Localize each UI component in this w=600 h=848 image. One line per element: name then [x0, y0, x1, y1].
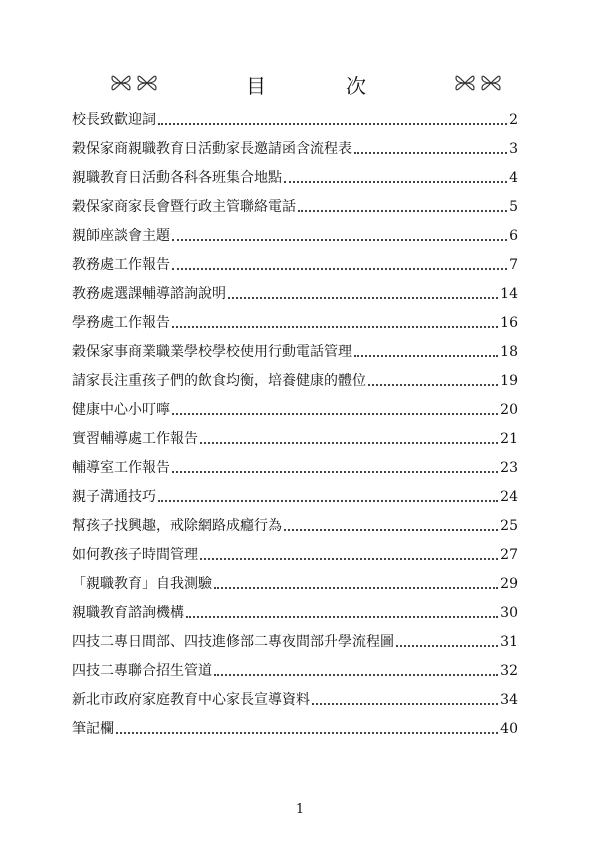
toc-entry[interactable]: [72, 477, 518, 506]
toc-entry[interactable]: [72, 303, 518, 332]
page-title: 目 次: [246, 74, 396, 98]
toc-header: [110, 68, 502, 100]
dot-leader: [186, 616, 498, 618]
toc-entry[interactable]: [72, 216, 518, 245]
toc-entry-label: 親職教育日活動各科各班集合地點: [72, 170, 282, 186]
toc-entry-label: 「親職教育」自我測驗: [72, 576, 212, 592]
toc-entry-page: 7: [509, 257, 518, 273]
toc-entry-label: 新北市政府家庭教育中心家長宣導資料: [72, 692, 310, 708]
toc-entry-page: 6: [509, 228, 518, 244]
toc-entry-label: 親子溝通技巧: [72, 489, 156, 505]
toc-entry[interactable]: [72, 361, 518, 390]
dot-leader: [172, 239, 507, 241]
toc-entry-label: 筆記欄: [72, 721, 114, 737]
toc-entry-page: 16: [500, 315, 518, 331]
dot-leader: [158, 123, 507, 125]
toc-entry-label: 學務處工作報告: [72, 315, 170, 331]
toc-entry-label: 親師座談會主題: [72, 228, 170, 244]
toc-entry-page: 21: [500, 431, 518, 447]
toc-entry[interactable]: [72, 158, 518, 187]
dot-leader: [172, 268, 507, 270]
toc-entry-label: 教務處選課輔導諮詢說明: [72, 286, 226, 302]
toc-entry-label: 實習輔導處工作報告: [72, 431, 198, 447]
toc-entry[interactable]: [72, 709, 518, 738]
header-ornament-right: [454, 72, 502, 94]
dot-leader: [284, 181, 507, 183]
toc-entry-page: 2: [509, 112, 518, 128]
toc-entry-label: 輔導室工作報告: [72, 460, 170, 476]
toc-entry-label: 幫孩子找興趣，戒除網路成癮行為: [72, 518, 282, 534]
toc-entry[interactable]: [72, 651, 518, 680]
toc-entry[interactable]: [72, 274, 518, 303]
toc-entry-page: 4: [509, 170, 518, 186]
toc-entry-page: 24: [500, 489, 518, 505]
dot-leader: [200, 558, 498, 560]
toc-entry[interactable]: [72, 680, 518, 709]
toc-entry-label: 健康中心小叮嚀: [72, 402, 170, 418]
dot-leader: [396, 645, 498, 647]
toc-entry[interactable]: [72, 390, 518, 419]
toc-entry[interactable]: [72, 506, 518, 535]
dot-leader: [172, 471, 498, 473]
toc-entry-label: 四技二專聯合招生管道: [72, 663, 212, 679]
toc-entry-page: 19: [500, 373, 518, 389]
toc-entry-page: 5: [509, 199, 518, 215]
dot-leader: [354, 355, 498, 357]
page-number: 1: [295, 802, 305, 817]
dot-leader: [368, 384, 498, 386]
dot-leader: [284, 529, 498, 531]
toc-entry-page: 27: [500, 547, 518, 563]
toc-entry-label: 四技二專日間部、四技進修部二專夜間部升學流程圖: [72, 634, 394, 650]
toc-entry-page: 30: [500, 605, 518, 621]
toc-entry-page: 23: [500, 460, 518, 476]
toc-entry-label: 教務處工作報告: [72, 257, 170, 273]
toc-entry[interactable]: [72, 622, 518, 651]
dot-leader: [158, 500, 498, 502]
dot-leader: [228, 297, 498, 299]
toc-entry[interactable]: [72, 129, 518, 158]
toc-entry[interactable]: [72, 187, 518, 216]
dot-leader: [172, 326, 498, 328]
toc-entry[interactable]: [72, 535, 518, 564]
toc-entry-page: 32: [500, 663, 518, 679]
toc-entry-label: 穀保家事商業職業學校學校使用行動電話管理: [72, 344, 352, 360]
toc-entry-page: 31: [500, 634, 518, 650]
dot-leader: [172, 413, 498, 415]
flower-ornament-icon: [480, 72, 502, 94]
toc-entry-page: 20: [500, 402, 518, 418]
toc-entry-page: 25: [500, 518, 518, 534]
dot-leader: [116, 732, 498, 734]
dot-leader: [200, 442, 498, 444]
toc-entry-page: 14: [500, 286, 518, 302]
toc-entry-page: 34: [500, 692, 518, 708]
toc-entry-label: 穀保家商家長會暨行政主管聯絡電話: [72, 199, 296, 215]
dot-leader: [354, 152, 507, 154]
toc-entry-page: 3: [509, 141, 518, 157]
toc-entry[interactable]: [72, 593, 518, 622]
toc-entry-label: 請家長注重孩子們的飲食均衡，培養健康的體位: [72, 373, 366, 389]
dot-leader: [298, 210, 507, 212]
toc-entry[interactable]: [72, 245, 518, 274]
toc-entry-page: 29: [500, 576, 518, 592]
toc-entry-label: 如何教孩子時間管理: [72, 547, 198, 563]
toc-entry-label: 穀保家商親職教育日活動家長邀請函含流程表: [72, 141, 352, 157]
flower-ornament-icon: [454, 72, 476, 94]
toc-entry[interactable]: [72, 419, 518, 448]
table-of-contents: [72, 100, 518, 738]
toc-entry[interactable]: [72, 564, 518, 593]
toc-entry-label: 親職教育諮詢機構: [72, 605, 184, 621]
toc-entry[interactable]: [72, 448, 518, 477]
toc-entry[interactable]: [72, 332, 518, 361]
dot-leader: [214, 674, 498, 676]
toc-entry-label: 校長致歡迎詞: [72, 112, 156, 128]
dot-leader: [214, 587, 498, 589]
dot-leader: [312, 703, 498, 705]
toc-entry[interactable]: [72, 100, 518, 129]
toc-entry-page: 18: [500, 344, 518, 360]
toc-entry-page: 40: [500, 721, 518, 737]
